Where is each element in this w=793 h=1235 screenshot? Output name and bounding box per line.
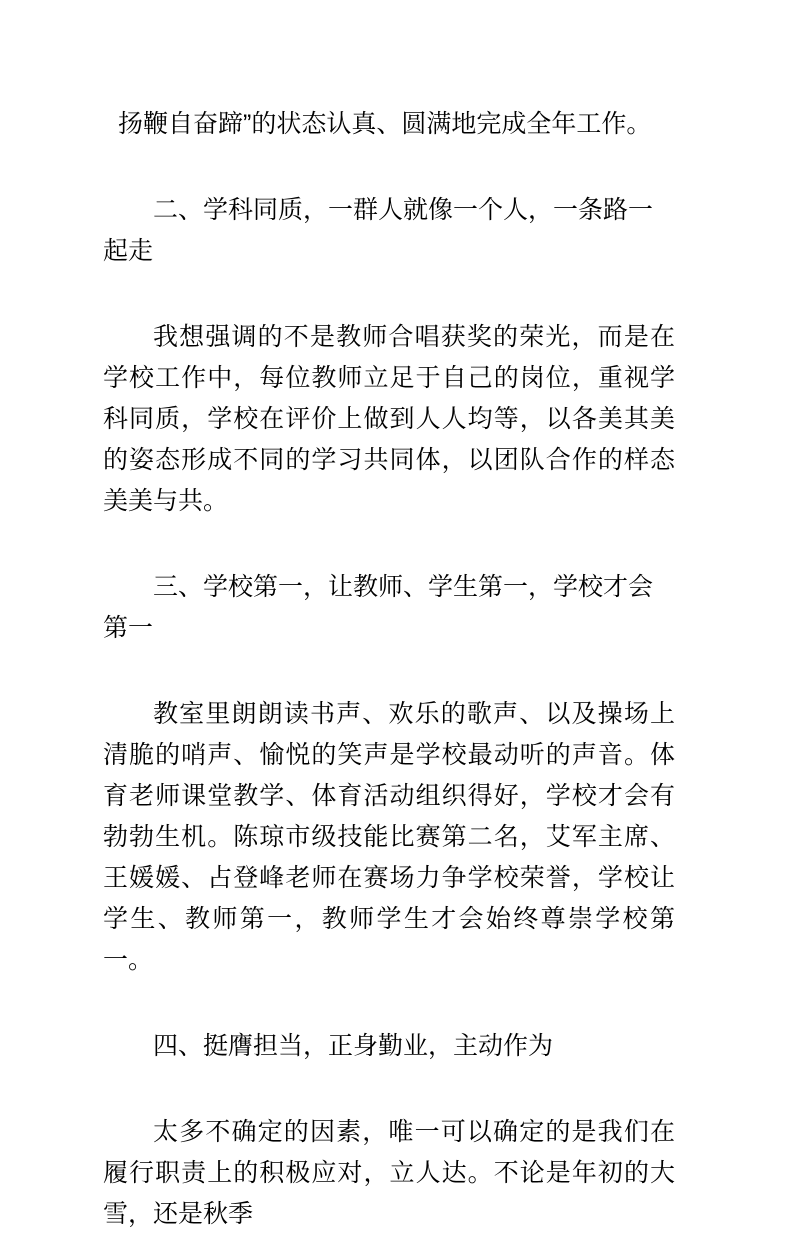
paragraph-section-3: 教室里朗朗读书声、欢乐的歌声、以及操场上清脆的哨声、愉悦的笑声是学校最动听的声音。体育老师课堂教学、体育活动组织得好，学校才会有勃勃生机。陈琼市级技能比赛第二名，艾军主席、王媛媛、占登峰老师在赛场力争学校荣誉，学校让学生、教师第一，教师学生才会始终尊崇学校第一。 [103,700,675,974]
paragraph-continuation: 扬鞭自奋蹄”的状态认真、圆满地完成全年工作。 [118,110,652,138]
paragraph-section-4: 太多不确定的因素，唯一可以确定的是我们在履行职责上的积极应对，立人达。不论是年初的大雪，还是秋季 [103,1118,675,1228]
document-text-block [103,104,675,1235]
section-heading-4: 四、挺膺担当，正身勤业，主动作为 [153,1032,554,1060]
paragraph-section-2: 我想强调的不是教师合唱获奖的荣光，而是在学校工作中，每位教师立足于自己的岗位，重视学科同质，学校在评价上做到人人均等，以各美其美的姿态形成不同的学习共同体，以团队合作的样态美美与共。 [103,323,675,515]
section-heading-2: 二、学科同质，一群人就像一个人，一条路一起走 [103,196,654,265]
section-heading-3: 三、学校第一，让教师、学生第一，学校才会第一 [103,573,654,642]
